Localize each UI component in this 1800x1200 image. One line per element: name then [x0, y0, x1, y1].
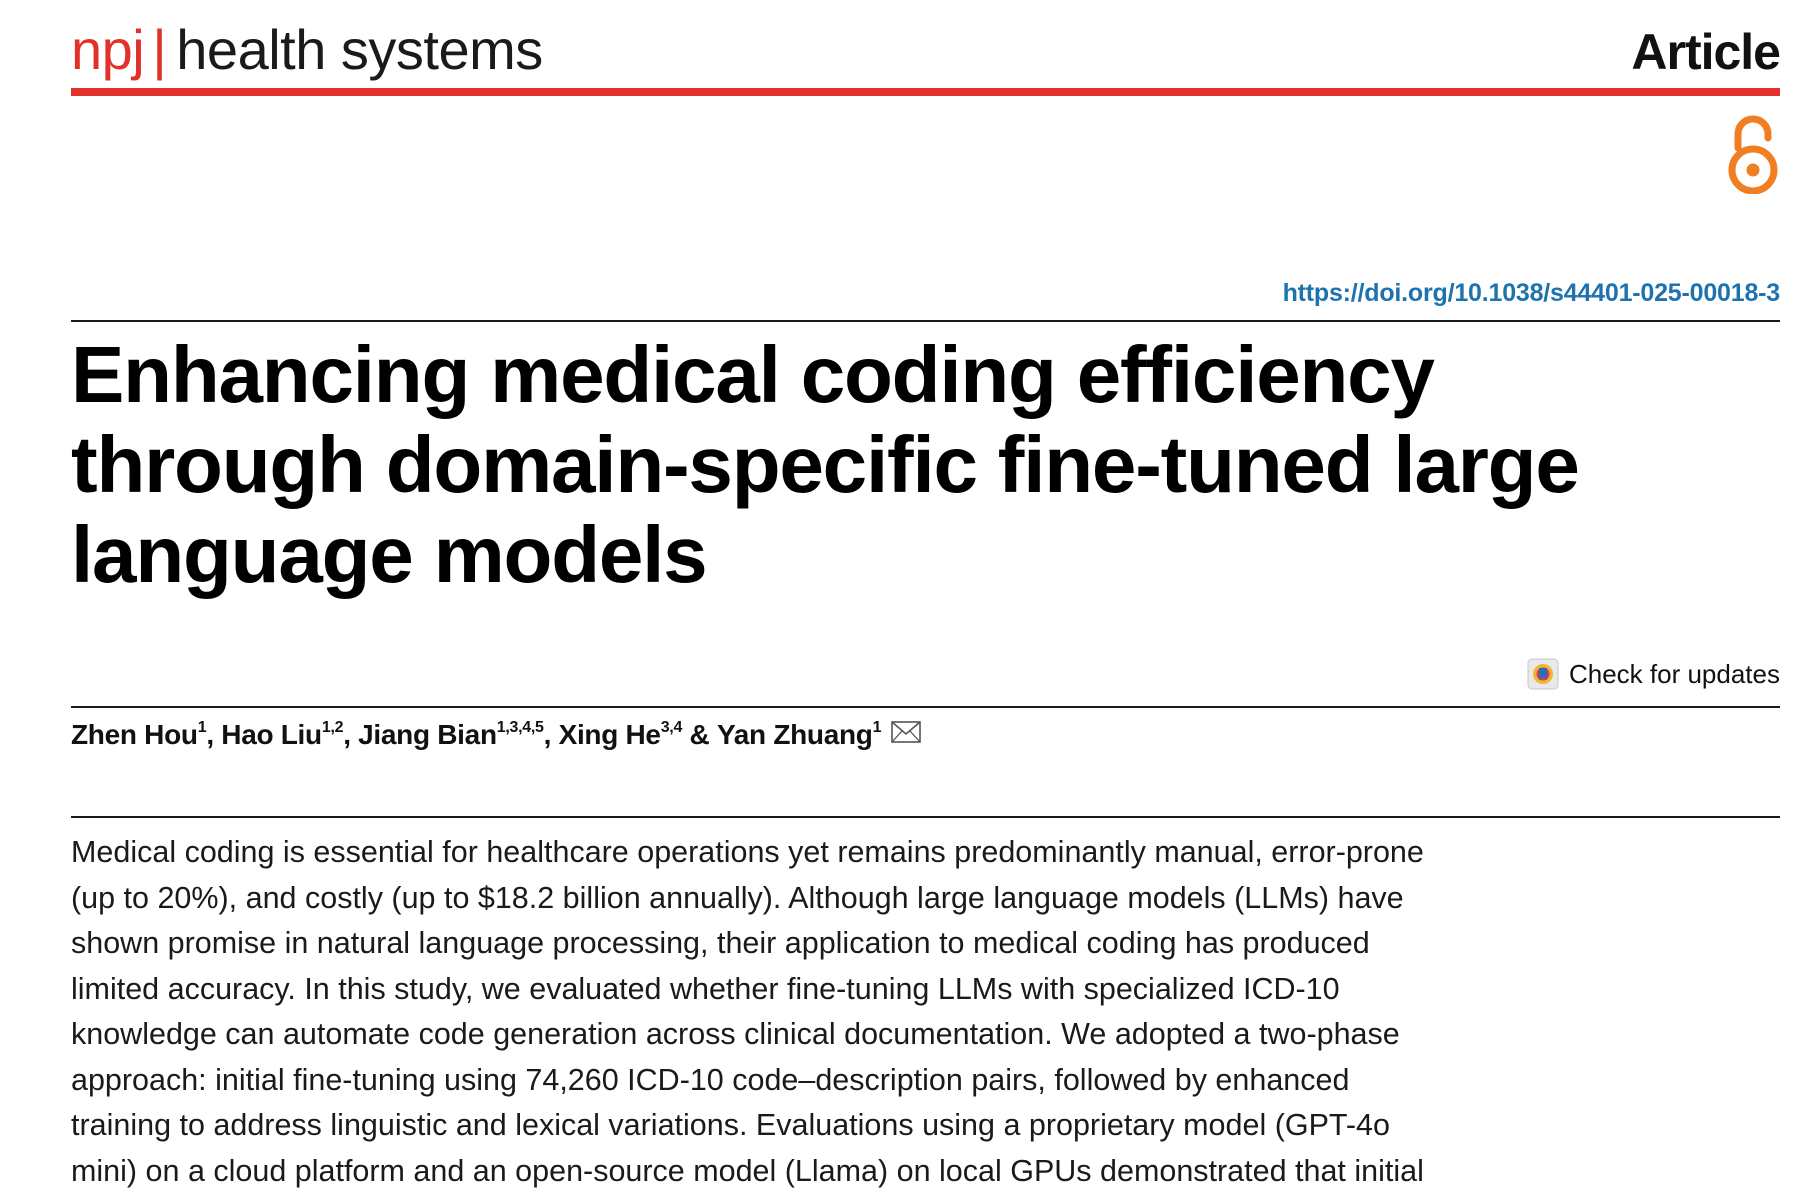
- mail-icon[interactable]: [891, 720, 921, 744]
- author-list: [71, 715, 921, 755]
- author-separator: &: [682, 719, 717, 750]
- title-top-rule: [71, 320, 1780, 322]
- abstract-line: shown promise in natural language processing, their application to medical coding has produced: [71, 926, 1370, 960]
- author-separator: ,: [206, 719, 222, 750]
- abstract-line: Medical coding is essential for healthcare operations yet remains predominantly manual, error-prone: [71, 835, 1424, 869]
- abstract-line: limited accuracy. In this study, we evaluated whether fine-tuning LLMs with specialized ICD-10: [71, 971, 1340, 1006]
- journal-name: health systems: [176, 18, 543, 81]
- journal-prefix: npj: [71, 18, 145, 81]
- affiliation: 3,4: [660, 719, 683, 736]
- abstract: [71, 830, 1551, 1194]
- check-for-updates-icon: [1527, 658, 1559, 690]
- author[interactable]: Jiang Bian$^{1,3,4,5}$: [358, 719, 544, 750]
- author-separator: ,: [343, 719, 359, 750]
- affiliation: 1: [197, 719, 207, 736]
- title-line: language models: [71, 510, 707, 599]
- affiliation: 1: [872, 719, 882, 736]
- abstract-line: mini) on a cloud platform and an open-source model (Llama) on local GPUs demonstrated that initial: [71, 1153, 1424, 1188]
- open-access-icon: [1724, 108, 1782, 194]
- author[interactable]: Yan Zhuang$^1$: [716, 719, 882, 750]
- doi-link[interactable]: https://doi.org/10.1038/s44401-025-00018-3: [1282, 279, 1780, 307]
- author[interactable]: Zhen Hou$^1$: [71, 719, 207, 750]
- author-separator: ,: [543, 719, 559, 750]
- abstract-line: knowledge can automate code generation across clinical documentation. We adopted a two-phase: [71, 1017, 1400, 1051]
- journal-separator: |: [152, 18, 167, 81]
- author[interactable]: Xing He$^{3,4}$: [558, 719, 683, 750]
- author[interactable]: Hao Liu$^{1,2}$: [221, 719, 344, 750]
- title-line: Enhancing medical coding efficiency: [71, 330, 1434, 419]
- affiliation: 1,2: [321, 719, 344, 736]
- article-title: [71, 330, 1791, 600]
- header-rule: [71, 88, 1780, 96]
- journal-logo[interactable]: [71, 18, 543, 82]
- check-for-updates-label: Check for updates: [1568, 658, 1780, 689]
- affiliation: 1,3,4,5: [496, 719, 544, 736]
- abstract-line: (up to 20%), and costly (up to $18.2 billion annually). Although large language models (LLMs) have: [71, 880, 1404, 915]
- check-for-updates-button[interactable]: [1527, 658, 1780, 690]
- title-line: through domain-specific fine-tuned large: [71, 420, 1579, 509]
- authors-top-rule: [71, 706, 1780, 708]
- article-type-label: Article: [1631, 24, 1780, 80]
- abstract-line: approach: initial fine-tuning using 74,260 ICD-10 code–description pairs, followed by enhanced: [71, 1062, 1350, 1097]
- abstract-top-rule: [71, 816, 1780, 818]
- abstract-line: training to address linguistic and lexical variations. Evaluations using a proprietary model (GPT-4o: [71, 1108, 1390, 1142]
